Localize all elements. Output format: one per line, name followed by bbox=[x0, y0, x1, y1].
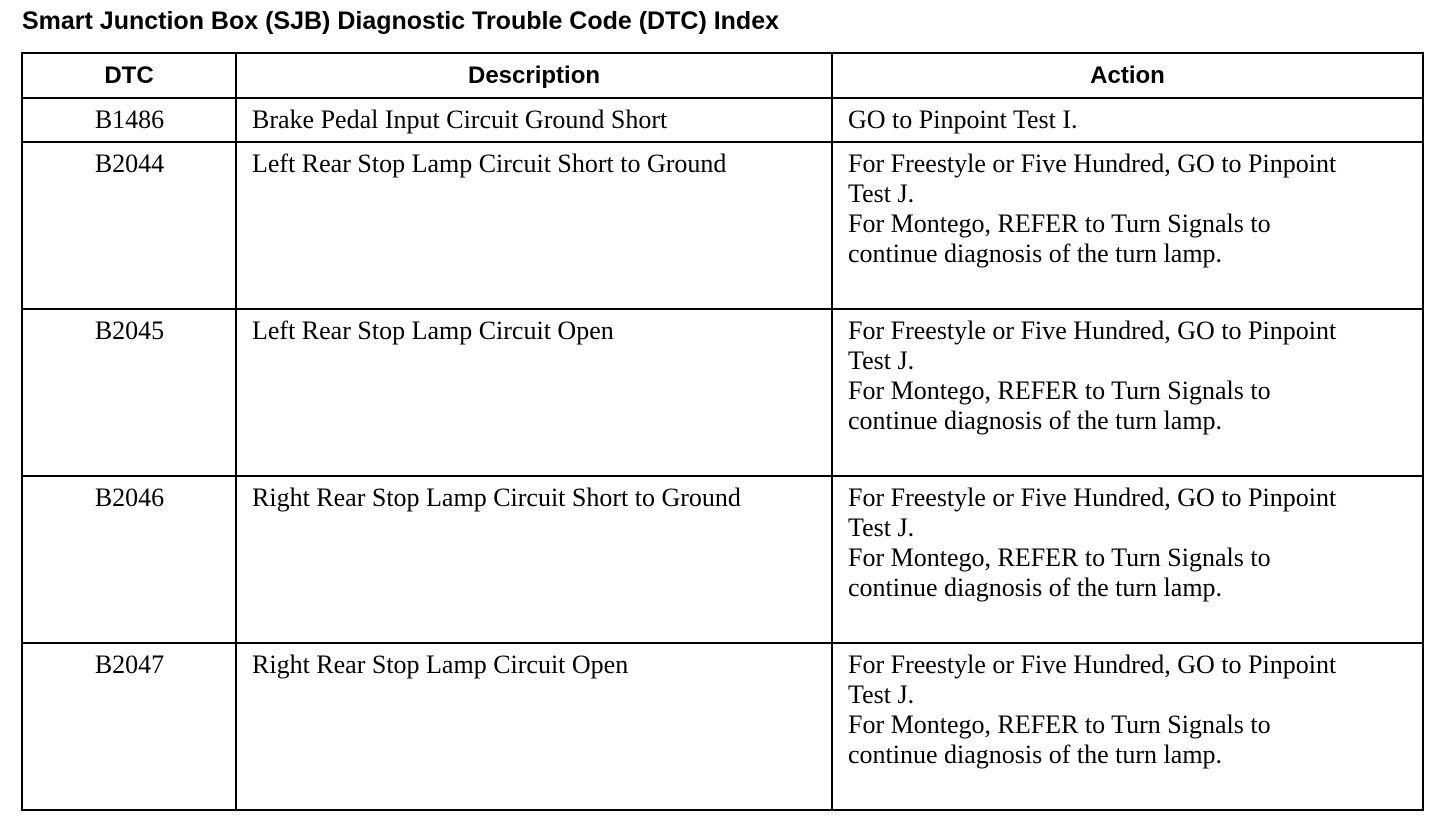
action-line: For Freestyle or Five Hundred, GO to Pinpoint bbox=[848, 650, 1337, 679]
action-line: Test J. bbox=[848, 346, 915, 375]
action-line: For Freestyle or Five Hundred, GO to Pinpoint bbox=[848, 483, 1337, 512]
page-title: Smart Junction Box (SJB) Diagnostic Trouble Code (DTC) Index bbox=[22, 7, 780, 35]
action-line: Test J. bbox=[848, 680, 915, 709]
action-cell bbox=[832, 98, 1423, 142]
action-line: continue diagnosis of the turn lamp. bbox=[848, 406, 1223, 435]
dtc-code-cell: B2044 bbox=[22, 142, 236, 309]
action-line: continue diagnosis of the turn lamp. bbox=[848, 740, 1223, 769]
action-line: For Montego, REFER to Turn Signals to bbox=[848, 209, 1271, 238]
action-cell bbox=[832, 142, 1423, 309]
action-line: Test J. bbox=[848, 513, 915, 542]
action-line: continue diagnosis of the turn lamp. bbox=[848, 239, 1223, 268]
dtc-code-cell: B2047 bbox=[22, 643, 236, 810]
action-line: continue diagnosis of the turn lamp. bbox=[848, 573, 1223, 602]
dtc-index-table bbox=[21, 52, 1424, 811]
dtc-code-cell: B1486 bbox=[22, 98, 236, 142]
action-cell bbox=[832, 643, 1423, 810]
action-cell bbox=[832, 309, 1423, 476]
dtc-code-cell: B2045 bbox=[22, 309, 236, 476]
table-row bbox=[22, 98, 1423, 142]
table-row bbox=[22, 643, 1423, 810]
column-header-dtc: DTC bbox=[22, 53, 236, 98]
column-header-action: Action bbox=[832, 53, 1423, 98]
table-row bbox=[22, 309, 1423, 476]
description-cell: Right Rear Stop Lamp Circuit Short to Ground bbox=[236, 476, 832, 643]
description-cell: Right Rear Stop Lamp Circuit Open bbox=[236, 643, 832, 810]
table-header-row bbox=[22, 53, 1423, 98]
action-line: GO to Pinpoint Test I. bbox=[848, 105, 1078, 134]
column-header-description: Description bbox=[236, 53, 832, 98]
description-cell: Left Rear Stop Lamp Circuit Open bbox=[236, 309, 832, 476]
action-line: For Freestyle or Five Hundred, GO to Pinpoint bbox=[848, 316, 1337, 345]
action-line: For Montego, REFER to Turn Signals to bbox=[848, 376, 1271, 405]
action-line: Test J. bbox=[848, 179, 915, 208]
action-cell bbox=[832, 476, 1423, 643]
table-row bbox=[22, 476, 1423, 643]
description-cell: Left Rear Stop Lamp Circuit Short to Ground bbox=[236, 142, 832, 309]
dtc-code-cell: B2046 bbox=[22, 476, 236, 643]
action-line: For Montego, REFER to Turn Signals to bbox=[848, 710, 1271, 739]
action-line: For Montego, REFER to Turn Signals to bbox=[848, 543, 1271, 572]
description-cell: Brake Pedal Input Circuit Ground Short bbox=[236, 98, 832, 142]
table-row bbox=[22, 142, 1423, 309]
action-line: For Freestyle or Five Hundred, GO to Pinpoint bbox=[848, 149, 1337, 178]
